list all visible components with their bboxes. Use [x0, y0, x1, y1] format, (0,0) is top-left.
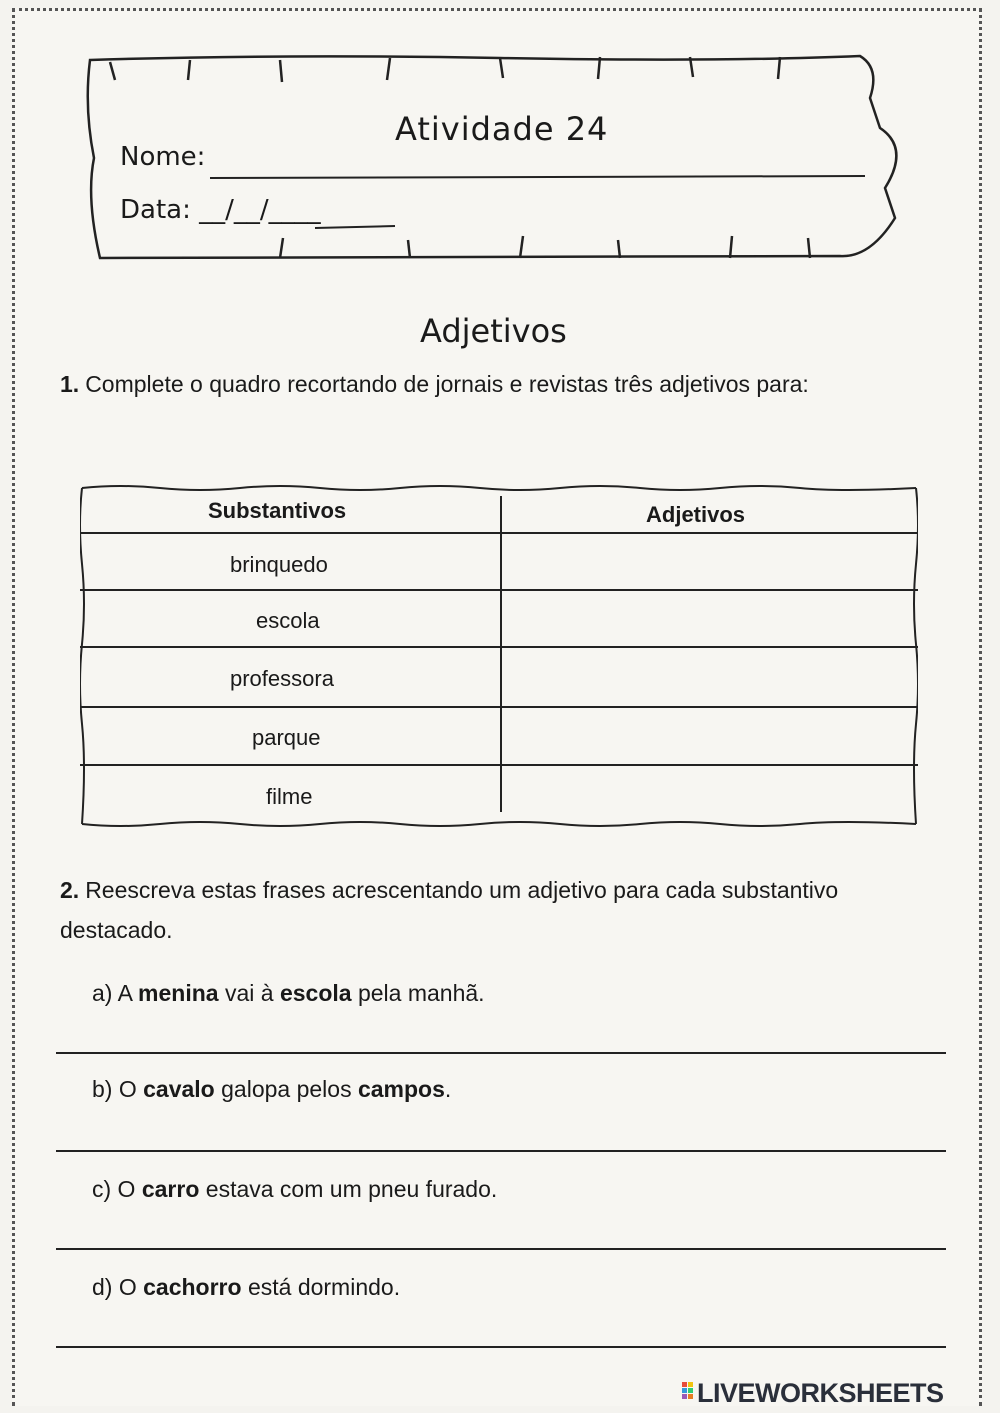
noun-cell: filme: [266, 784, 313, 809]
noun-cell: brinquedo: [230, 552, 328, 577]
name-field-label: Nome:: [120, 142, 206, 172]
noun-cell: escola: [256, 608, 320, 633]
table-divider: [80, 764, 918, 766]
header-frame: [80, 48, 920, 273]
section-title: Adjetivos: [420, 312, 567, 350]
question-number: 2.: [60, 877, 80, 903]
answer-line[interactable]: [56, 1346, 946, 1348]
activity-title: Atividade 24: [395, 110, 609, 148]
answer-line[interactable]: [56, 1052, 946, 1054]
noun-cell: parque: [252, 725, 321, 750]
adjectives-table: [80, 484, 918, 834]
question-number: 1.: [60, 371, 80, 397]
answer-line[interactable]: [56, 1248, 946, 1250]
question-text: Complete o quadro recortando de jornais e revistas três adjetivos para:: [85, 371, 809, 397]
question-text: Reescreva estas frases acrescentando um adjetivo para cada substantivo destacado.: [60, 877, 839, 943]
noun-cell: professora: [230, 666, 334, 691]
brand-logo-icon: [682, 1382, 694, 1404]
answer-line[interactable]: [56, 1150, 946, 1152]
table-divider: [80, 646, 918, 648]
table-column-divider: [500, 496, 502, 812]
sentence-d: d) O cachorro está dormindo.: [92, 1274, 401, 1300]
date-field-label: Data: __/__/____: [120, 195, 321, 225]
brand-watermark: LIVEWORKSHEETS: [697, 1378, 944, 1408]
header-substantivos: Substantivos: [208, 498, 347, 523]
sentence-b: b) O cavalo galopa pelos campos.: [92, 1076, 452, 1102]
question-1: [60, 364, 920, 404]
question-2: [60, 870, 920, 950]
table-divider: [80, 532, 918, 534]
table-divider: [80, 589, 918, 591]
table-divider: [80, 706, 918, 708]
sentence-c: c) O carro estava com um pneu furado.: [92, 1176, 498, 1202]
sentence-a: a) A menina vai à escola pela manhã.: [92, 980, 485, 1006]
header-adjetivos: Adjetivos: [646, 502, 746, 527]
